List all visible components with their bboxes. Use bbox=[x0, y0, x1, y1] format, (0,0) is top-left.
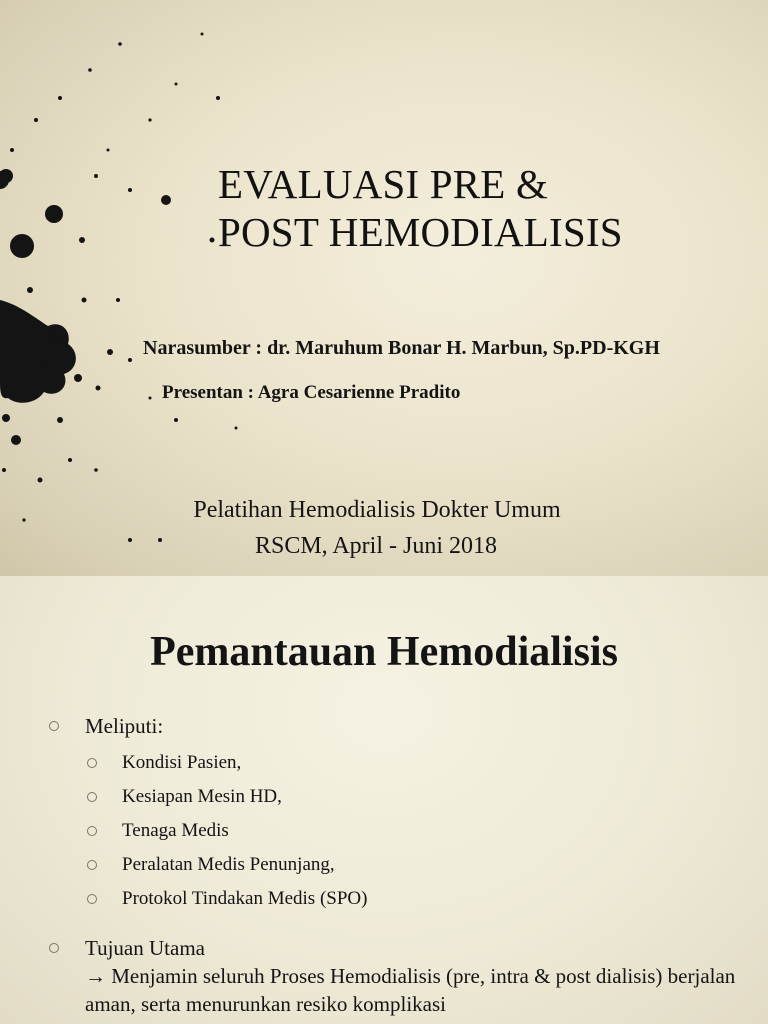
title-line-1: EVALUASI PRE & bbox=[218, 161, 549, 207]
circle-bullet-icon bbox=[87, 792, 97, 802]
sub-bullet-list bbox=[85, 746, 744, 916]
circle-bullet-icon bbox=[49, 943, 59, 953]
bullet-text: Tujuan Utama bbox=[85, 936, 205, 960]
list-item-text: Tenaga Medis bbox=[122, 820, 229, 841]
content-slide bbox=[0, 576, 768, 1024]
slide-title bbox=[218, 160, 758, 256]
list-item bbox=[44, 746, 744, 780]
list-item-text: Kondisi Pasien, bbox=[122, 752, 242, 773]
training-date: RSCM, April - Juni 2018 bbox=[254, 533, 498, 559]
list-item bbox=[44, 882, 744, 916]
list-item-text: Kesiapan Mesin HD, bbox=[122, 786, 282, 807]
training-name: Pelatihan Hemodialisis Dokter Umum bbox=[193, 497, 561, 523]
circle-bullet-icon bbox=[87, 758, 97, 768]
content-slide-title: Pemantauan Hemodialisis bbox=[150, 629, 618, 675]
bullet-text: Meliputi: bbox=[85, 714, 164, 738]
list-item bbox=[44, 848, 744, 882]
organization-block bbox=[0, 492, 752, 564]
list-item bbox=[44, 780, 744, 814]
bullet-tujuan bbox=[44, 934, 744, 1018]
circle-bullet-icon bbox=[49, 721, 59, 731]
goal-detail: → Menjamin seluruh Proses Hemodialisis (pre, intra & post dialisis) berjalan aman, serta menurunkan resiko komplikasi bbox=[85, 964, 736, 1016]
circle-bullet-icon bbox=[87, 860, 97, 870]
bullet-meliputi bbox=[44, 712, 744, 916]
spacer bbox=[44, 916, 744, 934]
circle-bullet-icon bbox=[87, 894, 97, 904]
list-item bbox=[44, 814, 744, 848]
speaker-line: Narasumber : dr. Maruhum Bonar H. Marbun, Sp.PD-KGH bbox=[143, 337, 660, 359]
bullet-list bbox=[44, 712, 744, 1018]
presenter-line: Presentan : Agra Cesarienne Pradito bbox=[162, 382, 461, 403]
ink-splatter-decoration bbox=[0, 0, 300, 576]
circle-bullet-icon bbox=[87, 826, 97, 836]
list-item-text: Peralatan Medis Penunjang, bbox=[122, 854, 335, 875]
title-line-2: POST HEMODIALISIS bbox=[218, 209, 623, 255]
list-item-text: Protokol Tindakan Medis (SPO) bbox=[122, 888, 368, 909]
